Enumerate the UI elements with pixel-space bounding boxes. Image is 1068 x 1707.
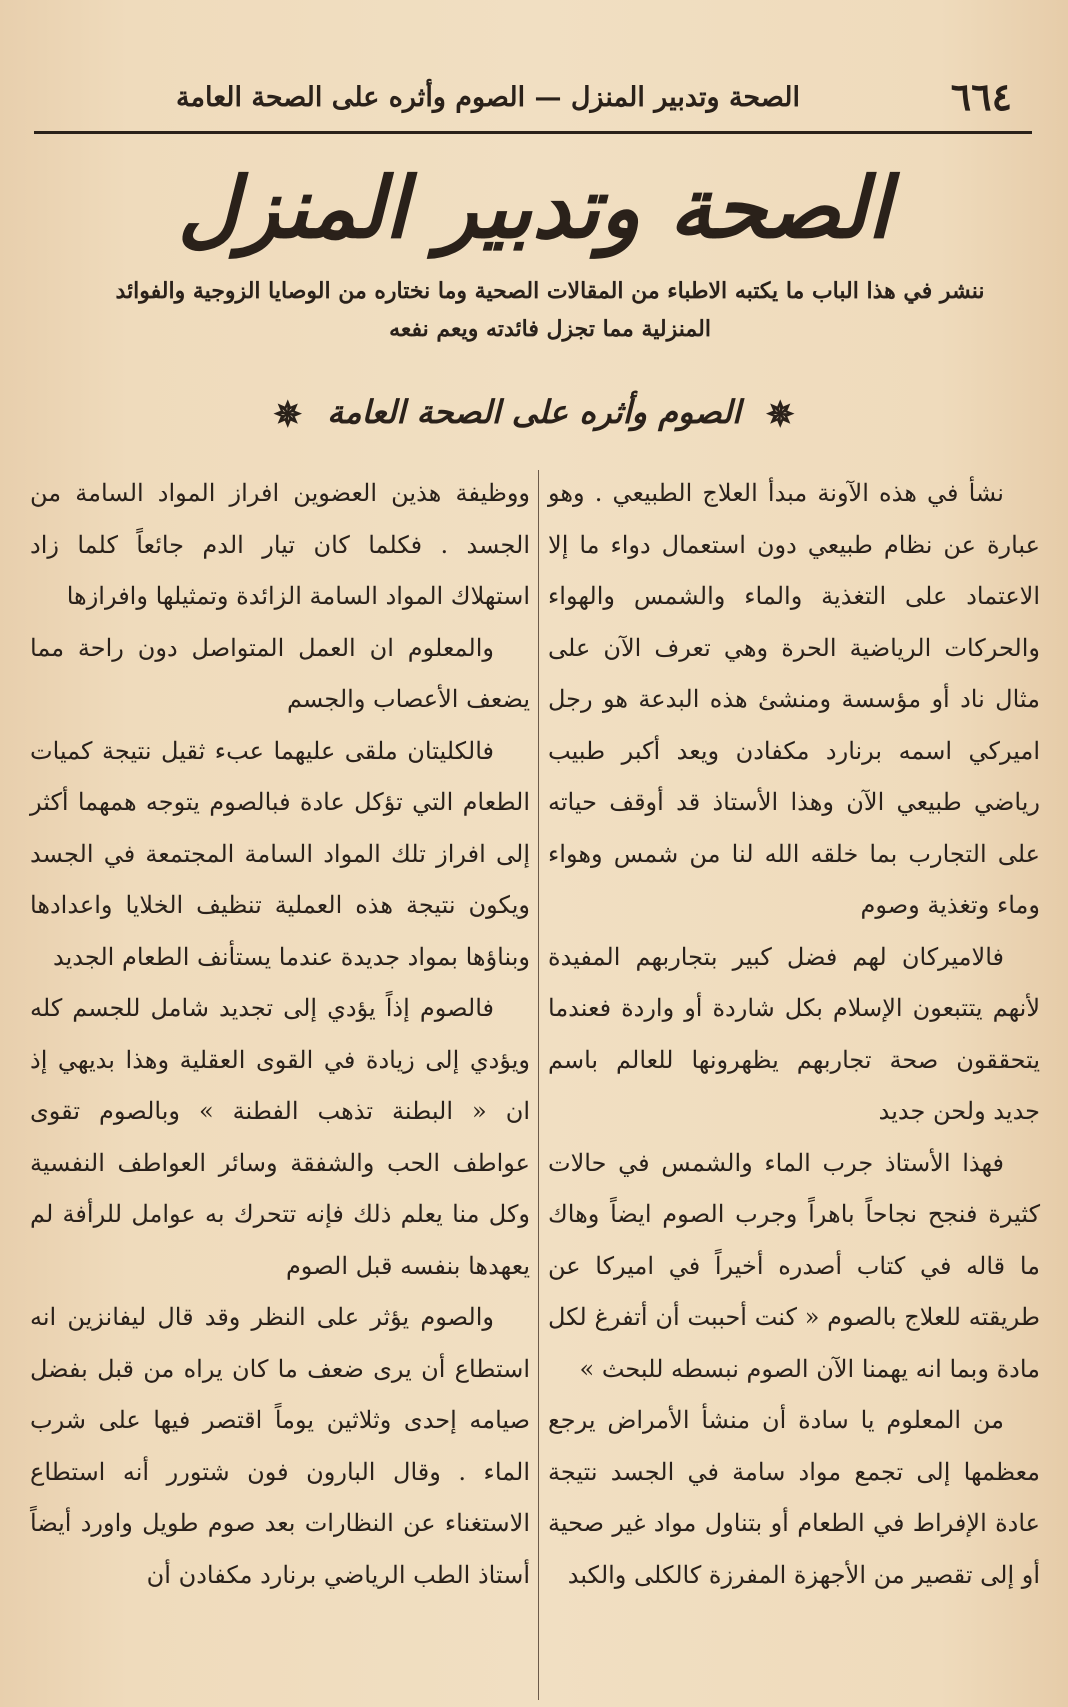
column-divider (538, 470, 539, 1700)
paragraph: والمعلوم ان العمل المتواصل دون راحة مما يضعف الأعصاب والجسم (30, 633, 530, 713)
header-divider (34, 131, 1032, 134)
paragraph: فالكليتان ملقى عليهما عبء ثقيل نتيجة كميات الطعام التي تؤكل عادة فبالصوم يتوجه همهما أكثر إلى افراز تلك المواد السامة المجتمعة في الجسد ويكون نتيجة هذه العملية تنظيف الخلايا واعدادها وبناؤها بمواد جديدة عندما يستأنف الطعام الجديد (30, 736, 530, 971)
article-title: الصوم وأثره على الصحة العامة (327, 393, 741, 431)
paragraph: فالصوم إذاً يؤدي إلى تجديد شامل للجسم كله ويؤدي إلى زيادة في القوى العقلية وهذا بديهي إذ ان « البطنة تذهب الفطنة » وبالصوم تقوى عواطف الحب والشفقة وسائر العواطف النفسية وكل منا يعلم ذلك فإنه تتحرك به عوامل للرأفة لم يعهدها بنفسه قبل الصوم (30, 994, 530, 1280)
paragraph: فالاميركان لهم فضل كبير بتجاربهم المفيدة لأنهم يتتبعون الإسلام بكل شاردة أو واردة فعندما يتحققون صحة تجاربهم يظهرونها للعالم باسم جديد ولحن جديد (548, 942, 1040, 1125)
running-title: الصحة وتدبير المنزل — الصوم وأثره على الصحة العامة (176, 82, 800, 113)
left-column (30, 468, 530, 1601)
paragraph: نشأ في هذه الآونة مبدأ العلاج الطبيعي . وهو عبارة عن نظام طبيعي دون استعمال دواء ما إلا الاعتماد على التغذية والماء والشمس والهواء والحركات الرياضية الحرة وهي تعرف الآن على مثال ناد أو مؤسسة ومنشئ هذه البدعة هو رجل اميركي اسمه برنارد مكفادن ويعد أكبر طبيب رياضي طبيعي الآن وهذا الأستاذ قد أوقف حياته على التجارب بما خلقه الله لنا من شمس وهواء وماء وتغذية وصوم (548, 479, 1040, 919)
page-number: ٦٦٤ (950, 74, 1012, 119)
star-ornament-icon: ✵ (273, 394, 303, 435)
paragraph: ووظيفة هذين العضوين افراز المواد السامة من الجسد . فكلما كان تيار الدم جائعاً كلما زاد استهلاك المواد السامة الزائدة وتمثيلها وافرازها (30, 479, 530, 610)
paragraph: والصوم يؤثر على النظر وقد قال ليفانزين انه استطاع أن يرى ضعف ما كان يراه من قبل بفضل صيامه إحدى وثلاثين يوماً اقتصر فيها على شرب الماء . وقال البارون فون شتورر أنه استطاع الاستغناء عن النظارات بعد صوم طويل واورد أيضاً أستاذ الطب الرياضي برنارد مكفادن أن (30, 1303, 530, 1589)
article-title-row (0, 382, 1068, 445)
section-title: الصحة وتدبير المنزل (177, 158, 891, 257)
section-intro: ننشر في هذا الباب ما يكتبه الاطباء من المقالات الصحية وما نختاره من الوصايا الزوجية والفوائد المنزلية مما تجزل فائدته ويعم نفعه (115, 278, 985, 342)
paragraph: فهذا الأستاذ جرب الماء والشمس في حالات كثيرة فنجح نجاحاً باهراً وجرب الصوم ايضاً وهاك ما قاله في كتاب أصدره أخيراً في اميركا عن طريقته للعلاج بالصوم « كنت أحببت أن أتفرغ لكل مادة وبما انه يهمنا الآن الصوم نبسطه للبحث » (548, 1148, 1040, 1383)
star-ornament-icon: ✵ (765, 394, 795, 435)
running-head (40, 72, 1030, 128)
right-column (548, 468, 1040, 1601)
paragraph: من المعلوم يا سادة أن منشأ الأمراض يرجع معظمها إلى تجمع مواد سامة في الجسد نتيجة عادة الإفراط في الطعام أو بتناول مواد غير صحية أو إلى تقصير من الأجهزة المفرزة كالكلى والكبد (548, 1406, 1040, 1589)
